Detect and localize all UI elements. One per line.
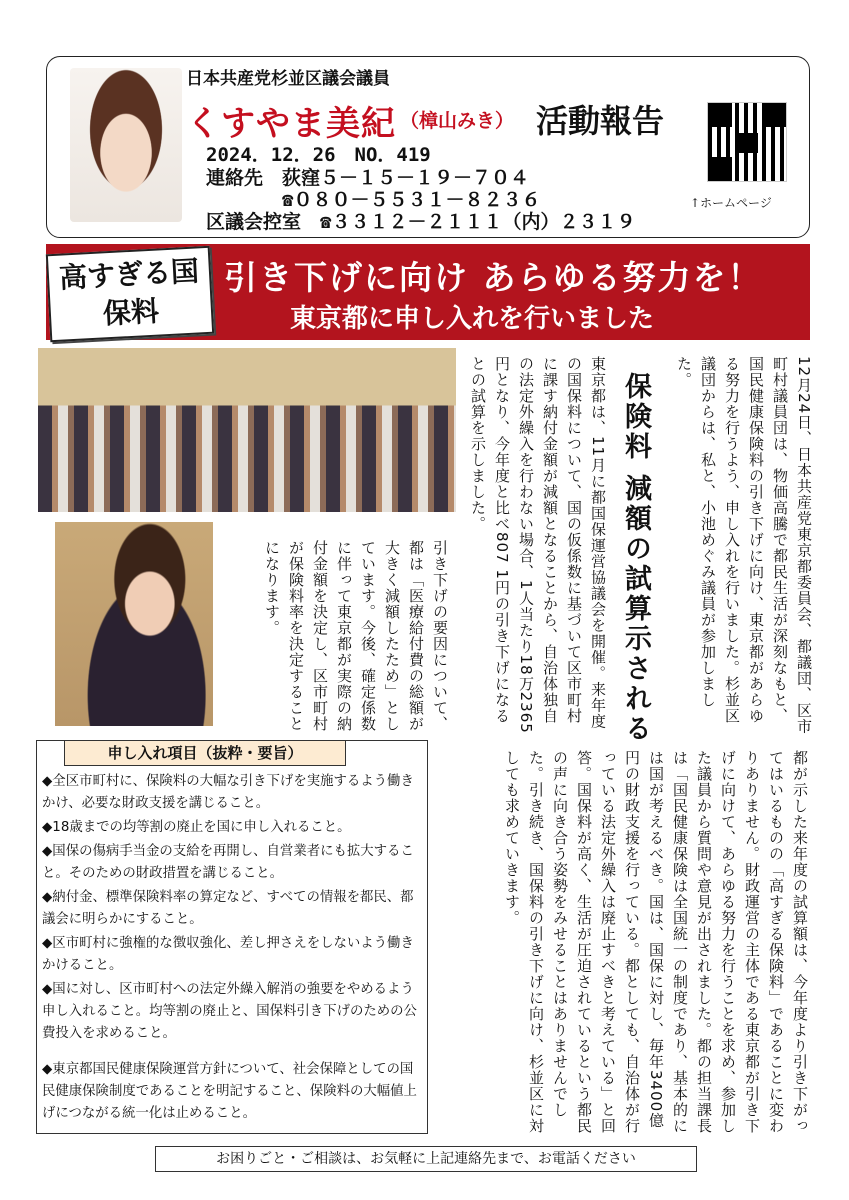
demand-item: ◆納付金、標準保険料率の算定など、すべての情報を都民、都議会に明らかにすること。 — [42, 890, 414, 927]
main-title: 引き下げに向け あらゆる努力を！ — [224, 258, 763, 297]
demand-item: ◆全区市町村に、保険料の大幅な引き下げを実施するよう働きかけ、必要な財政支援を講じること。 — [42, 774, 414, 811]
issue-date: 2024．12．26 NO．419 — [206, 144, 431, 166]
contact-address: 連絡先 荻窪５－１５－１９－７０４ — [206, 167, 530, 189]
group-photo — [38, 348, 456, 512]
party-line: 日本共産党杉並区議会議員 — [186, 69, 390, 89]
demand-item: ◆18歳までの均等割の廃止を国に申し入れること。 — [42, 820, 351, 835]
demands-title: 申し入れ項目（抜粋・要旨） — [64, 740, 346, 766]
councillor-name: くすやま美紀 — [186, 104, 396, 144]
tag-text: 高すぎる国保料 — [58, 254, 200, 331]
councillor-portrait — [70, 68, 182, 222]
office-phone: 区議会控室 ☎３３１２－２１１１（内）２３１９ — [206, 211, 636, 233]
article-col-4: 都が示した来年度の試算額は、今年度より引き下がってはいるものの「高すぎる保険料」であることに変わりありません。財政運営の主体である東京都が引き下げに向けて、あらゆる努力を行うことを求め、参加した議員から質問や意見が出されました。都の担当課長は「国民健康保険は全国統一の制度であり、基本的には国が考えるべき。国は、国保に対し、毎年3400億円の財政支援を行っている。都としても、自治体が行っている法定外繰入は廃止すべきと考えている」と回答。国保料が高く、生活が圧迫されているという都民の声に向き合う姿勢をみせることはありませんでした。引き続き、国保料の引き下げに向け、杉並区に対しても求めていきます。 — [503, 750, 809, 1134]
sub-title: 東京都に申し入れを行いました — [290, 304, 655, 334]
footer-note: お困りごと・ご相談は、お気軽に上記連絡先まで、お電話ください — [155, 1146, 697, 1172]
contact-phone: ☎０８０－５５３１－８２３６ — [206, 189, 541, 211]
demand-item: ◆国に対し、区市町村への法定外繰入解消の強要をやめるよう申し入れること。均等割の廃止と、国保料引き下げのための公費投入を求めること。 — [42, 982, 417, 1041]
speaker-photo — [55, 522, 213, 726]
qr-caption: ↑ホームページ — [690, 196, 772, 210]
demand-item: ◆区市町村に強権的な徴収強化、差し押さえをしないよう働きかけること。 — [42, 936, 414, 973]
name-reading: （樟山みき） — [400, 110, 515, 132]
qr-code-icon[interactable] — [708, 103, 786, 181]
report-label: 活動報告 — [536, 102, 665, 140]
article-col-2: 東京都は、11月に都国保運営協議会を開催。来年度の国保料について、国の仮係数に基づいて区市町村に課す納付金額が減額となることから、自治体独自の法定外繰入を行わない場合、1人当たり18万2365円となり、今年度と比べ807 1円の引き下げになるとの試算を示しました。 — [469, 356, 607, 734]
article-col-1: 12月24日、日本共産党東京都委員会、都議団、区市町村議員団は、物価高騰で都民生活が深刻なもと、国民健康保険料の引き下げに向け、東京都があらゆる努力を行うよう、申し入れを行いました。杉並区議団からは、私と、小池めぐみ議員が参加しました。 — [675, 356, 813, 735]
article-col-3: 引き下げの要因について、都は「医療給付費の総額が大きく減額したため」としています。今後、確定係数に伴って東京都が実際の納付金額を決定し、区市町村が保険料率を決定することになります。 — [263, 540, 449, 732]
demand-item: ◆東京都国民健康保険運営方針について、社会保障としての国民健康保険制度であることを明記すること、保険料の大幅値上げにつながる統一化は止めること。 — [42, 1062, 417, 1121]
demand-item: ◆国保の傷病手当金の支給を再開し、自営業者にも拡大すること。そのための財政措置を講じること。 — [42, 844, 414, 881]
section-heading: 保険料 減額の試算示される — [620, 372, 651, 745]
